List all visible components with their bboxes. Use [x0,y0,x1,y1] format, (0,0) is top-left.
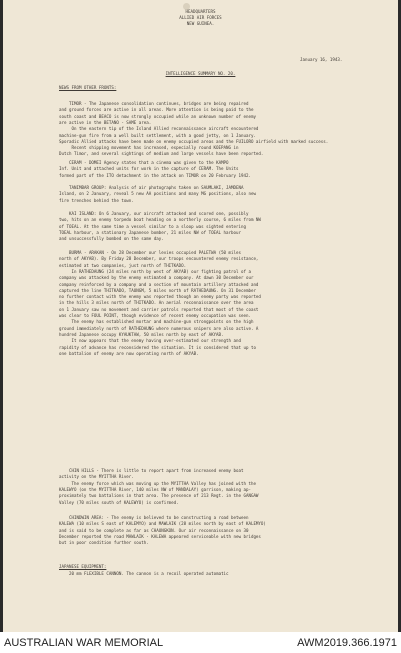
header-line-2: ALLIED AIR FORCES [179,15,222,20]
header-line-3: NEW GUINEA. [186,21,215,26]
text-line: ground immediately north of RATHEDAUNG where numerous snipers are also active. A [59,325,259,331]
text-line: CHIN HILLS - There is little to report apart from increased enemy boat [69,468,244,473]
text-line: one battalion of enemy are now operating north of AKYAB. [59,350,199,356]
text-line: TOEAL harbour, a stationary Japanese bomber, 21 miles NW of TOEAL harbour [59,229,241,235]
text-line: rapidity of advance has reconsidered the situation. It is considered that up to [59,344,256,350]
text-line: KAI ISLAND: On 6 January, our aircraft attacked and scored one, possibly [69,211,249,216]
text-line: was clear to FOUL POINT, though evidence of recent enemy occupation was seen. [59,313,251,318]
text-line: south coast and BEACO is now strongly occupied while an unknown number of enemy [59,113,256,119]
text-line: captured the line THITKADO, TAUNGM, 5 miles north of RATHEDAUNG. On 31 December [59,287,256,293]
text-line: CERAM - DOMEI Agency states that a cinema was given to the KAMPO [69,160,229,165]
equipment-heading: JAPANESE EQUIPMENT: [59,564,107,569]
text-line: In RATHEDAUNG (24 miles north by west of AKYAB) our fighting patrol of a [59,268,251,274]
text-line: are active in the BETANO - SAME area. [59,119,152,125]
text-line: two, hits on an enemy torpedo boat heading on a northerly course, 6 miles from NW [59,217,261,223]
text-line: KALEWA (10 miles S east of KALEMYO) and MAWLAIK (28 miles north by east of KALEMYO) [59,521,266,527]
text-line: estimated at two companies, just north of THITKADO. [59,262,187,268]
document-page [3,0,398,632]
text-line: company reinforced by a company and a section of mountain artillery attacked and [59,281,259,287]
footer-bar [0,632,401,653]
header-line-1: HEADQUARTERS [185,9,216,14]
text-line: On the eastern tip of the Island Allied reconnaissance aircraft encountered [59,126,259,132]
text-line: of TOEAL. At the same time a vessel similar to a sloop was sighted entering [59,223,246,229]
text-line: company was attacked by the enemy estimated a company. At dawn 30 December our [59,275,254,281]
text-line: It now appears that the enemy having over-estimated our strength and [59,338,241,344]
text-line: formed part of the ITO detachment in the attack on TIMOR on 20 February 1942. [59,172,251,178]
text-line: CHINDWIN AREA: - The enemy is believed to be constructing a road between [69,515,249,520]
text-line: but in poor condition further south. [59,540,149,546]
text-line: on 1 January saw no movement and carrier patrols reported that most of the coast [59,306,259,312]
text-line: and ground forces are active in all areas. More attention is being paid to the [59,107,254,113]
text-line: TIMOR - The Japanese consolidation continues, bridges are being repaired [69,101,249,106]
text-line: activity on the MYITTHA River. [59,474,134,480]
text-line: Recent shipping movement has increased, especially round KOEPANG in [59,145,239,151]
text-line: machine-gun fire from a well built settlement, with a good jetty, on 1 January. [59,132,256,138]
text-line: Valley (70 miles south of KALEWYO) is confirmed. [59,499,179,505]
text-line: in the hills 3 miles north of THITKADO. An aerial reconnaissance over the area [59,300,254,306]
section-heading: NEWS FROM OTHER FRONTS: [59,85,117,90]
summary-title: INTELLIGENCE SUMMARY NO. 20. [165,71,236,76]
text-line: Island, on 2 January, reveal 5 new AA positions and many MG positions, also new [59,191,256,197]
text-line: proximately two battalions in that area. The presence of 213 Regt. in the GANGAW [59,493,259,499]
text-line: Dutch Timor, and several sightings of medium and large vessels have been reported. [59,151,264,157]
text-line: hundred Japanese occupy KYAUKTAW, 50 miles north by east of AKYAB. [59,331,224,337]
text-line: no further contact with the enemy was reported though an enemy party was reported [59,294,261,300]
footer-accession-number: AWM2019.366.1971 [297,636,397,649]
text-line: The enemy force which was moving up the MYITTHA Valley has joined with the [59,480,256,486]
text-line: Sporadic Allied attacks have been made on enemy occupied areas and the FUILORO airfield with marked success. [59,138,329,144]
text-line: fire trenches behind the town. [59,197,134,203]
text-line: KALEWYO (on the MYITTHA River, 140 miles NW of MANDALAY) garrison, making ap- [59,486,251,492]
text-line: TANIMBAR GROUP: Analysis of air photographs taken on SAUMLAKI, JAMDENA [69,185,244,190]
document-date: January 16, 1943. [300,57,343,62]
equipment-line: 20 mm FLEXIBLE CANNON. The cannon is a recoil operated automatic [69,571,229,576]
text-line: Inf. Unit and attached units for work in the capture of CERAM. The Units [59,166,239,172]
text-line: and unsuccessfully bombed on the same day. [59,236,164,242]
text-line: December reported the road MAWLAIK - KALEWA appeared serviceable with new bridges [59,533,261,539]
footer-institution: AUSTRALIAN WAR MEMORIAL [4,636,164,649]
text-line: north of AKYAB). By Friday 28 December, our troops encountered enemy resistance, [59,256,259,262]
text-line: and is said to be complete as far as CHAUNGKON. Our air reconnaissance on 30 [59,527,249,533]
text-line: The enemy has established mortar and machine-gun strongpoints on the high [59,319,254,325]
text-line: BURMA - ARAKAN - On 28 December our levies occupied PALETWA (50 miles [69,250,242,255]
